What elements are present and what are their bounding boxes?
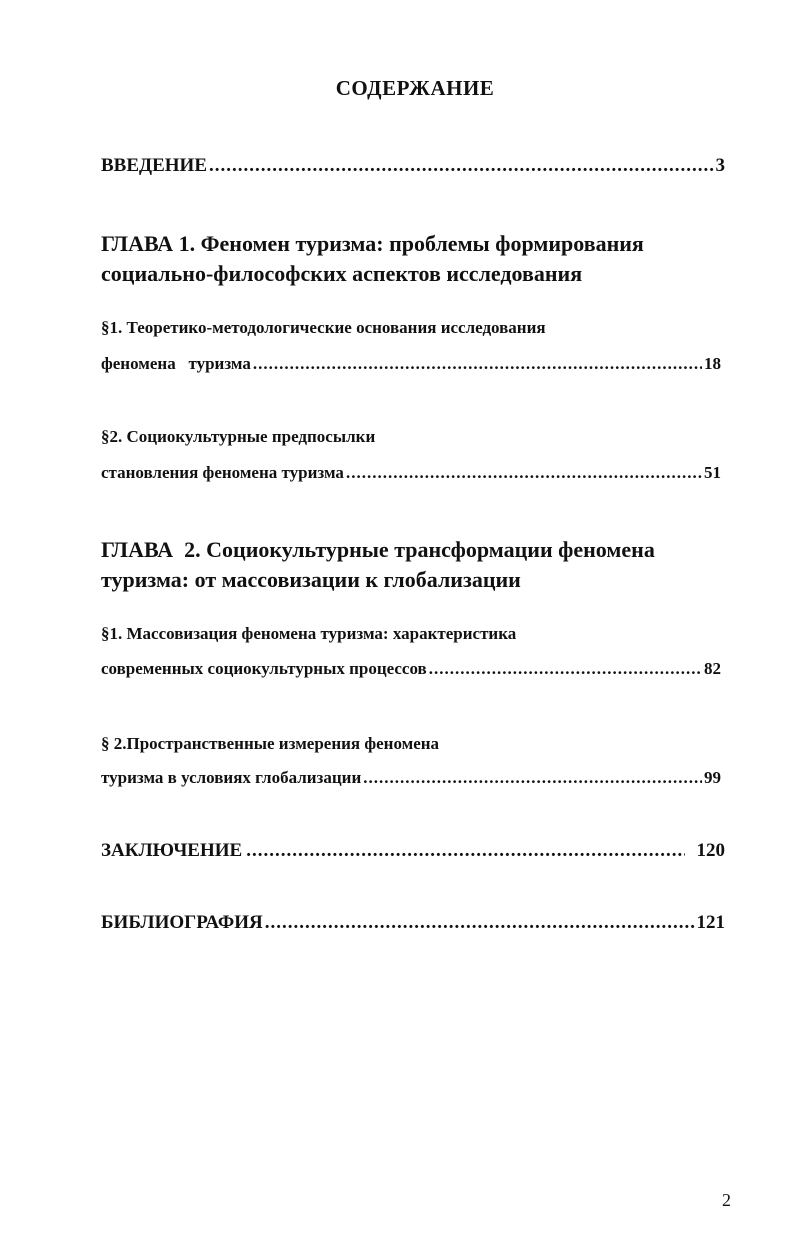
chapter-heading-line: социально-философских аспектов исследования	[101, 261, 583, 286]
toc-page-number: 18	[704, 354, 721, 373]
toc-page-number: 51	[704, 463, 721, 482]
toc-entry-label: ЗАКЛЮЧЕНИЕ	[101, 840, 243, 861]
dot-leader	[346, 463, 702, 483]
chapter-heading-line: туризма: от массовизации к глобализации	[101, 567, 521, 592]
toc-entry-ch1-s1[interactable]	[101, 354, 721, 374]
dot-leader	[209, 155, 714, 177]
toc-entry-ch2-s2[interactable]	[101, 768, 721, 788]
toc-entry-label: туризма в условиях глобализации	[101, 768, 362, 787]
toc-entry-label: становления феномена туризма	[101, 463, 344, 482]
dot-leader	[253, 354, 702, 374]
toc-entry-ch2-s1[interactable]	[101, 659, 721, 679]
toc-entry-ch1-s2[interactable]	[101, 463, 721, 483]
chapter-2-heading[interactable]	[101, 535, 701, 595]
dot-leader	[246, 840, 684, 862]
toc-entry-label: ВВЕДЕНИЕ	[101, 155, 207, 176]
section-title-line: §1. Теоретико-методологические основания исследования	[101, 318, 546, 337]
toc-entry-intro[interactable]	[101, 155, 725, 177]
toc-entry-conclusion[interactable]	[101, 840, 725, 862]
section-title-line: § 2.Пространственные измерения феномена	[101, 734, 440, 753]
section-title-line: §1. Массовизация феномена туризма: характеристика	[101, 624, 517, 643]
toc-entry-label: феномена туризма	[101, 354, 251, 373]
toc-page-number: 82	[704, 659, 721, 678]
toc-entry-label: БИБЛИОГРАФИЯ	[101, 912, 263, 933]
toc-page-number: 99	[704, 768, 721, 787]
dot-leader	[429, 659, 702, 679]
chapter-1-heading[interactable]	[101, 229, 701, 289]
page-number: 2	[722, 1190, 731, 1210]
section-title-line: §2. Социокультурные предпосылки	[101, 427, 376, 446]
page-title: СОДЕРЖАНИЕ	[335, 76, 495, 100]
dot-leader	[363, 768, 702, 788]
toc-entry-label: современных социокультурных процессов	[101, 659, 427, 678]
toc-page-number: 120	[696, 840, 725, 861]
chapter-heading-line: ГЛАВА 1. Феномен туризма: проблемы формирования	[101, 231, 644, 256]
toc-page-number: 121	[696, 912, 725, 933]
toc-entry-bibliography[interactable]	[101, 912, 725, 934]
dot-leader	[265, 912, 695, 934]
chapter-heading-line: ГЛАВА 2. Социокультурные трансформации феномена	[101, 537, 655, 562]
toc-page-number: 3	[715, 155, 725, 176]
